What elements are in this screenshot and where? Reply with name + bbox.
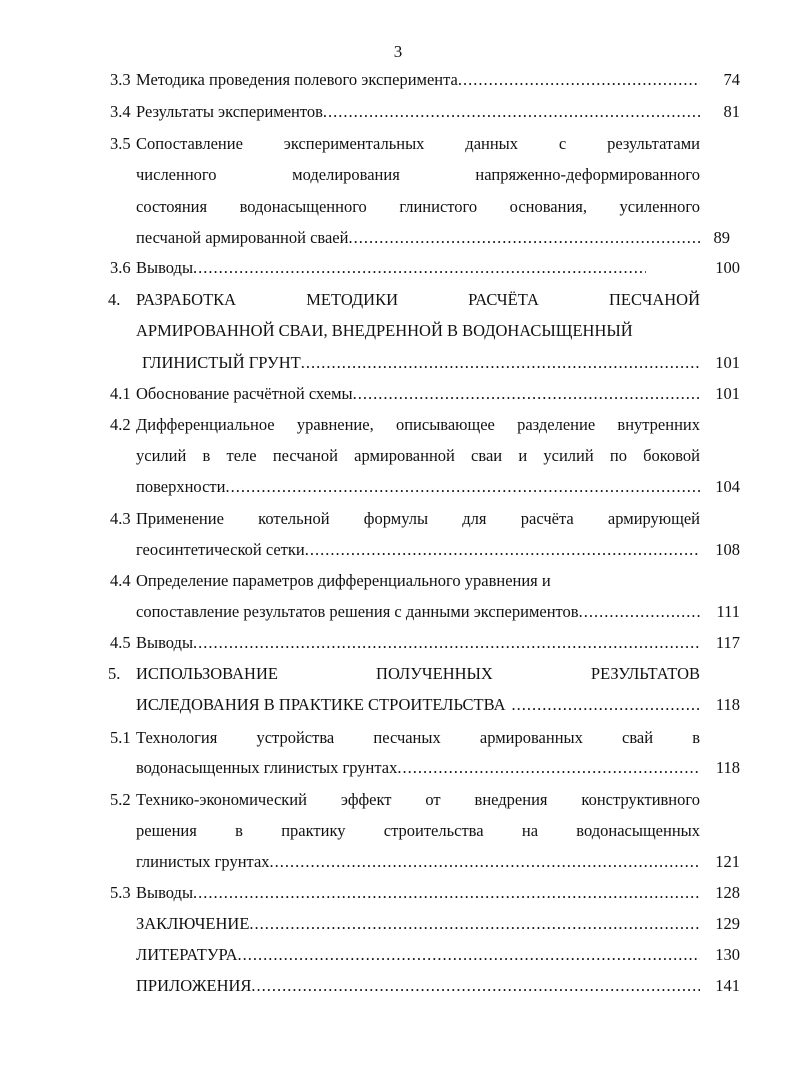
toc-entry-4-2-line-3: [0, 475, 796, 499]
toc-entry-5-1: [0, 726, 796, 750]
toc-entry-title-line: РАЗРАБОТКА МЕТОДИКИ РАСЧЁТА ПЕСЧАНОЙ: [136, 290, 700, 309]
leader-dots: [249, 912, 700, 936]
toc-entry-page: 129: [715, 914, 740, 933]
toc-entry-title: песчаной армированной сваей .....: [136, 226, 700, 250]
leader-dots: [458, 68, 700, 92]
leader-dots: [238, 943, 700, 967]
toc-entry-literature: [0, 943, 796, 967]
toc-entry-title: глинистых грунтах .....: [136, 850, 700, 874]
toc-entry-4-3: [0, 507, 796, 531]
toc-entry-number: 4.4: [110, 571, 131, 590]
toc-entry-3-5-line-4: [0, 226, 796, 250]
toc-entry-page: 141: [715, 976, 740, 995]
toc-chapter-4-line-2: [0, 319, 796, 343]
toc-entry-title: Методика проведения полевого эксперимента .....: [136, 68, 700, 92]
toc-entry-title-line: решения в практику строительства на водонасыщенных: [136, 821, 700, 840]
toc-entry-number: 3.4: [110, 102, 131, 121]
toc-entry-number: 4.5: [110, 633, 131, 652]
toc-entry-number: 4.1: [110, 384, 131, 403]
toc-entry-title-line: Применение котельной формулы для расчёта армирующей: [136, 509, 700, 528]
leader-dots: [323, 100, 700, 124]
toc-entry-page: 130: [715, 945, 740, 964]
toc-entry-title: Выводы .....: [136, 256, 646, 280]
toc-entry-title-line: АРМИРОВАННОЙ СВАИ, ВНЕДРЕННОЙ В ВОДОНАСЫЩЕННЫЙ: [136, 321, 633, 340]
leader-dots: [251, 974, 700, 998]
toc-entry-3-6: [0, 256, 796, 280]
toc-entry-4-4: [0, 569, 796, 593]
toc-entry-5-2-line-2: [0, 819, 796, 843]
toc-entry-title: Обоснование расчётной схемы .....: [136, 382, 700, 406]
leader-dots: [305, 538, 700, 562]
toc-entry-title: ГЛИНИСТЫЙ ГРУНТ .....: [142, 351, 700, 375]
leader-dots: [512, 693, 701, 717]
toc-entry-title-line: усилий в теле песчаной армированной сваи и усилий по боковой: [136, 446, 700, 465]
toc-entry-number: 3.6: [110, 258, 131, 277]
toc-entry-page: 117: [715, 633, 740, 652]
toc-entry-4-3-line-2: [0, 538, 796, 562]
toc-entry-title-line: Дифференциальное уравнение, описывающее разделение внутренних: [136, 415, 700, 434]
toc-entry-title: сопоставление результатов решения с данными экспериментов .....: [136, 600, 700, 624]
toc-entry-3-5-line-3: [0, 195, 796, 219]
toc-chapter-4: [0, 288, 796, 312]
toc-entry-title: ЛИТЕРАТУРА .....: [136, 943, 700, 967]
toc-entry-number: 5.3: [110, 883, 131, 902]
leader-dots: [301, 351, 700, 375]
toc-entry-3-5-line-2: [0, 163, 796, 187]
toc-entry-5-2-line-3: [0, 850, 796, 874]
toc-entry-page: 74: [723, 70, 740, 89]
toc-entry-page: 81: [723, 102, 740, 121]
toc-entry-number: 3.5: [110, 134, 131, 153]
toc-entry-title-line: Сопоставление экспериментальных данных с результатами: [136, 134, 700, 153]
leader-dots: [193, 256, 646, 280]
leader-dots: [397, 756, 700, 780]
toc-entry-3-4: [0, 100, 796, 124]
toc-entry-3-3: [0, 68, 796, 92]
toc-entry-title: Выводы .....: [136, 631, 700, 655]
toc-entry-number: 4.3: [110, 509, 131, 528]
toc-entry-page: 89: [713, 228, 730, 247]
toc-entry-4-2-line-2: [0, 444, 796, 468]
leader-dots: [353, 382, 700, 406]
toc-entry-4-5: [0, 631, 796, 655]
toc-entry-3-5: [0, 132, 796, 156]
toc-entry-page: 118: [715, 695, 740, 714]
toc-entry-4-4-line-2: [0, 600, 796, 624]
toc-entry-title-line: ИСПОЛЬЗОВАНИЕ ПОЛУЧЕННЫХ РЕЗУЛЬТАТОВ: [136, 664, 700, 683]
toc-chapter-5: [0, 662, 796, 686]
toc-entry-number: 5.1: [110, 728, 131, 747]
toc-entry-5-1-line-2: [0, 756, 796, 780]
toc-entry-title: ИСЛЕДОВАНИЯ В ПРАКТИКЕ СТРОИТЕЛЬСТВА .....: [136, 693, 700, 717]
leader-dots: [193, 881, 700, 905]
toc-entry-4-1: [0, 382, 796, 406]
toc-entry-page: 128: [715, 883, 740, 902]
toc-entry-page: 118: [715, 758, 740, 777]
toc-entry-5-3: [0, 881, 796, 905]
toc-entry-page: 111: [716, 602, 740, 621]
toc-entry-conclusion: [0, 912, 796, 936]
leader-dots: [579, 600, 700, 624]
toc-entry-title: Результаты экспериментов .....: [136, 100, 700, 124]
toc-entry-number: 3.3: [110, 70, 131, 89]
toc-entry-title: геосинтетической сетки .....: [136, 538, 700, 562]
toc-entry-title: ЗАКЛЮЧЕНИЕ .....: [136, 912, 700, 936]
toc-entry-title: ПРИЛОЖЕНИЯ .....: [136, 974, 700, 998]
toc-entry-number: 4.2: [110, 415, 131, 434]
toc-entry-title-line: численного моделирования напряженно-деформированного: [136, 165, 700, 184]
toc-entry-title-line: Технико-экономический эффект от внедрения конструктивного: [136, 790, 700, 809]
toc-entry-page: 104: [715, 477, 740, 496]
leader-dots: [225, 475, 700, 499]
toc-entry-appendices: [0, 974, 796, 998]
leader-dots: [348, 226, 700, 250]
toc-entry-title-line: Определение параметров дифференциального уравнения и: [136, 571, 551, 590]
leader-dots: [193, 631, 700, 655]
toc-entry-title: водонасыщенных глинистых грунтах .....: [136, 756, 700, 780]
toc-entry-title-line: Технология устройства песчаных армированных свай в: [136, 728, 700, 747]
toc-entry-page: 121: [715, 852, 740, 871]
toc-entry-page: 100: [715, 258, 740, 277]
toc-chapter-4-line-3: [0, 351, 796, 375]
toc-chapter-5-line-2: [0, 693, 796, 717]
page-number: 3: [393, 42, 403, 61]
toc-entry-page: 108: [715, 540, 740, 559]
toc-entry-number: 4.: [108, 290, 121, 309]
toc-entry-title: Выводы .....: [136, 881, 700, 905]
toc-entry-number: 5.2: [110, 790, 131, 809]
toc-entry-5-2: [0, 788, 796, 812]
toc-entry-title-line: состояния водонасыщенного глинистого основания, усиленного: [136, 197, 700, 216]
toc-entry-title: поверхности .....: [136, 475, 700, 499]
toc-entry-number: 5.: [108, 664, 121, 683]
toc-entry-page: 101: [715, 384, 740, 403]
toc-entry-4-2: [0, 413, 796, 437]
leader-dots: [270, 850, 700, 874]
toc-entry-page: 101: [715, 353, 740, 372]
